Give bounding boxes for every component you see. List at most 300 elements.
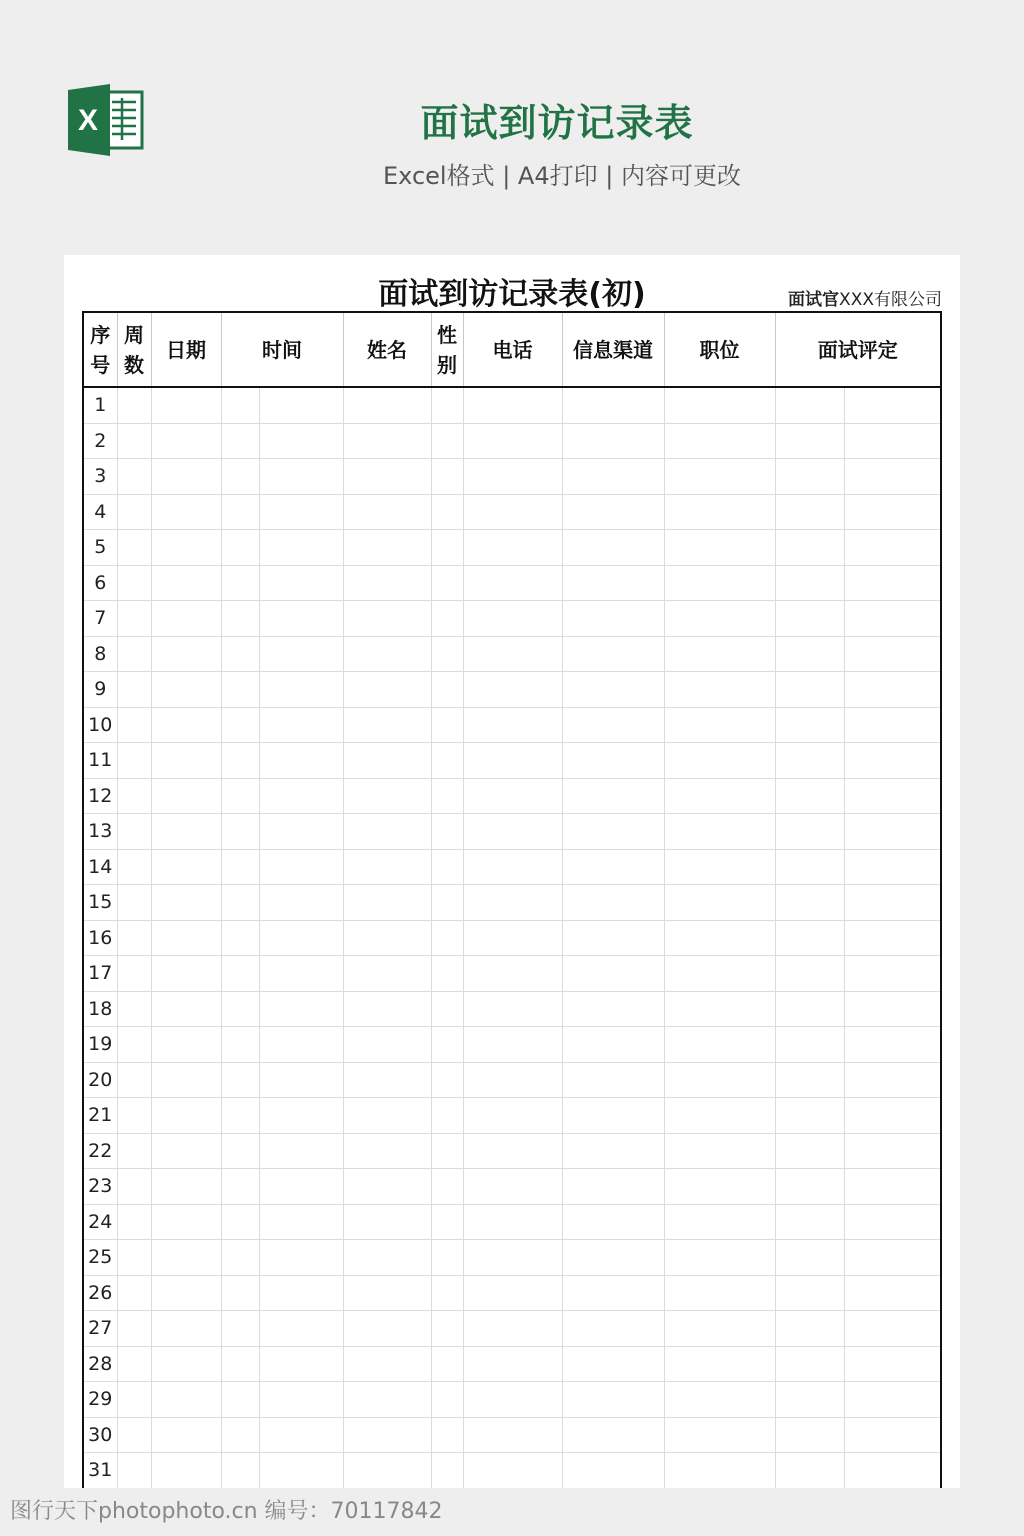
table-cell[interactable] [117,1098,151,1134]
table-cell[interactable] [259,1098,343,1134]
table-cell[interactable] [463,459,562,495]
table-cell[interactable] [259,956,343,992]
table-cell[interactable] [151,565,221,601]
table-cell[interactable] [259,494,343,530]
row-number-cell[interactable]: 19 [83,1027,117,1063]
table-cell[interactable] [664,920,775,956]
table-cell[interactable] [151,1098,221,1134]
table-cell[interactable] [259,743,343,779]
table-cell[interactable] [844,885,941,921]
table-cell[interactable] [775,494,844,530]
table-cell[interactable] [664,707,775,743]
table-cell[interactable] [221,1062,259,1098]
table-cell[interactable] [844,1204,941,1240]
table-cell[interactable] [844,707,941,743]
table-cell[interactable] [117,920,151,956]
table-cell[interactable] [221,1204,259,1240]
table-cell[interactable] [259,672,343,708]
table-cell[interactable] [259,601,343,637]
table-cell[interactable] [117,494,151,530]
table-cell[interactable] [844,920,941,956]
table-cell[interactable] [117,1169,151,1205]
table-cell[interactable] [151,743,221,779]
table-cell[interactable] [151,1382,221,1418]
table-cell[interactable] [221,387,259,423]
row-number-cell[interactable]: 12 [83,778,117,814]
table-cell[interactable] [463,1346,562,1382]
table-cell[interactable] [431,1169,463,1205]
table-cell[interactable] [775,672,844,708]
table-cell[interactable] [463,1275,562,1311]
table-cell[interactable] [562,1169,664,1205]
table-cell[interactable] [844,1311,941,1347]
table-cell[interactable] [259,1382,343,1418]
row-number-cell[interactable]: 31 [83,1453,117,1489]
table-cell[interactable] [431,814,463,850]
row-number-cell[interactable]: 21 [83,1098,117,1134]
table-cell[interactable] [221,1382,259,1418]
row-number-cell[interactable]: 8 [83,636,117,672]
table-cell[interactable] [775,1169,844,1205]
table-cell[interactable] [343,814,431,850]
table-cell[interactable] [117,956,151,992]
table-cell[interactable] [775,849,844,885]
table-cell[interactable] [775,1382,844,1418]
table-cell[interactable] [664,1453,775,1489]
table-cell[interactable] [664,849,775,885]
table-cell[interactable] [151,814,221,850]
table-cell[interactable] [259,1311,343,1347]
table-cell[interactable] [463,991,562,1027]
row-number-cell[interactable]: 4 [83,494,117,530]
table-cell[interactable] [562,601,664,637]
table-cell[interactable] [343,778,431,814]
table-cell[interactable] [431,1346,463,1382]
table-cell[interactable] [463,1098,562,1134]
table-cell[interactable] [259,1417,343,1453]
table-cell[interactable] [664,387,775,423]
table-cell[interactable] [562,672,664,708]
table-cell[interactable] [775,601,844,637]
row-number-cell[interactable]: 18 [83,991,117,1027]
table-cell[interactable] [844,1453,941,1489]
table-cell[interactable] [562,1275,664,1311]
table-cell[interactable] [343,1240,431,1276]
table-cell[interactable] [117,423,151,459]
table-cell[interactable] [221,459,259,495]
table-cell[interactable] [844,565,941,601]
table-cell[interactable] [221,814,259,850]
table-cell[interactable] [343,1204,431,1240]
table-cell[interactable] [775,1240,844,1276]
row-number-cell[interactable]: 22 [83,1133,117,1169]
row-number-cell[interactable]: 30 [83,1417,117,1453]
table-cell[interactable] [562,1240,664,1276]
table-cell[interactable] [664,1311,775,1347]
table-cell[interactable] [431,459,463,495]
table-cell[interactable] [343,1133,431,1169]
table-cell[interactable] [431,672,463,708]
table-cell[interactable] [664,814,775,850]
table-cell[interactable] [259,1275,343,1311]
table-cell[interactable] [664,1027,775,1063]
table-cell[interactable] [221,707,259,743]
table-cell[interactable] [775,1133,844,1169]
table-cell[interactable] [844,459,941,495]
table-cell[interactable] [117,991,151,1027]
row-number-cell[interactable]: 28 [83,1346,117,1382]
table-cell[interactable] [431,1453,463,1489]
table-cell[interactable] [431,1062,463,1098]
table-cell[interactable] [343,956,431,992]
table-cell[interactable] [431,565,463,601]
table-cell[interactable] [463,778,562,814]
table-cell[interactable] [775,1062,844,1098]
row-number-cell[interactable]: 16 [83,920,117,956]
table-cell[interactable] [463,707,562,743]
table-cell[interactable] [463,920,562,956]
table-cell[interactable] [259,814,343,850]
table-cell[interactable] [151,1275,221,1311]
table-cell[interactable] [117,1382,151,1418]
row-number-cell[interactable]: 29 [83,1382,117,1418]
table-cell[interactable] [775,1275,844,1311]
table-cell[interactable] [259,1169,343,1205]
table-cell[interactable] [664,494,775,530]
table-cell[interactable] [259,636,343,672]
table-cell[interactable] [259,565,343,601]
table-cell[interactable] [343,459,431,495]
table-cell[interactable] [844,494,941,530]
table-cell[interactable] [117,778,151,814]
table-cell[interactable] [562,530,664,566]
table-cell[interactable] [431,956,463,992]
table-cell[interactable] [151,1169,221,1205]
table-cell[interactable] [221,1453,259,1489]
table-cell[interactable] [117,885,151,921]
table-cell[interactable] [117,1346,151,1382]
table-cell[interactable] [562,387,664,423]
table-cell[interactable] [664,778,775,814]
table-cell[interactable] [221,636,259,672]
table-cell[interactable] [463,885,562,921]
table-cell[interactable] [431,601,463,637]
table-cell[interactable] [463,1417,562,1453]
table-cell[interactable] [844,601,941,637]
table-cell[interactable] [259,991,343,1027]
table-cell[interactable] [221,1133,259,1169]
table-cell[interactable] [463,956,562,992]
table-cell[interactable] [775,814,844,850]
table-cell[interactable] [431,1311,463,1347]
table-cell[interactable] [775,387,844,423]
table-cell[interactable] [431,1204,463,1240]
table-cell[interactable] [117,672,151,708]
table-cell[interactable] [664,1382,775,1418]
table-cell[interactable] [151,672,221,708]
table-cell[interactable] [431,849,463,885]
table-cell[interactable] [844,1346,941,1382]
table-cell[interactable] [221,1311,259,1347]
table-cell[interactable] [431,1275,463,1311]
table-cell[interactable] [431,1417,463,1453]
table-cell[interactable] [221,885,259,921]
table-cell[interactable] [343,1382,431,1418]
table-cell[interactable] [562,991,664,1027]
row-number-cell[interactable]: 10 [83,707,117,743]
table-cell[interactable] [343,1346,431,1382]
table-cell[interactable] [844,1169,941,1205]
table-cell[interactable] [117,1311,151,1347]
table-cell[interactable] [151,991,221,1027]
table-cell[interactable] [562,565,664,601]
table-cell[interactable] [221,743,259,779]
row-number-cell[interactable]: 27 [83,1311,117,1347]
table-cell[interactable] [221,423,259,459]
table-cell[interactable] [664,1169,775,1205]
table-cell[interactable] [431,1382,463,1418]
table-cell[interactable] [775,423,844,459]
table-cell[interactable] [431,423,463,459]
table-cell[interactable] [463,849,562,885]
row-number-cell[interactable]: 23 [83,1169,117,1205]
table-cell[interactable] [151,601,221,637]
table-cell[interactable] [343,565,431,601]
table-cell[interactable] [151,1453,221,1489]
table-cell[interactable] [343,601,431,637]
table-cell[interactable] [259,423,343,459]
table-cell[interactable] [664,1098,775,1134]
table-cell[interactable] [151,387,221,423]
table-cell[interactable] [431,778,463,814]
table-cell[interactable] [463,530,562,566]
table-cell[interactable] [151,1417,221,1453]
table-cell[interactable] [463,601,562,637]
table-cell[interactable] [151,920,221,956]
table-cell[interactable] [664,1240,775,1276]
table-cell[interactable] [562,1346,664,1382]
row-number-cell[interactable]: 6 [83,565,117,601]
table-cell[interactable] [664,1204,775,1240]
table-cell[interactable] [343,920,431,956]
row-number-cell[interactable]: 20 [83,1062,117,1098]
table-cell[interactable] [431,1098,463,1134]
table-cell[interactable] [343,1275,431,1311]
table-cell[interactable] [431,1133,463,1169]
table-cell[interactable] [463,423,562,459]
table-cell[interactable] [431,707,463,743]
table-cell[interactable] [562,956,664,992]
table-cell[interactable] [259,530,343,566]
table-cell[interactable] [562,1453,664,1489]
table-cell[interactable] [117,849,151,885]
table-cell[interactable] [117,1453,151,1489]
table-cell[interactable] [151,494,221,530]
table-cell[interactable] [431,387,463,423]
table-cell[interactable] [221,849,259,885]
table-cell[interactable] [259,387,343,423]
table-cell[interactable] [775,636,844,672]
table-cell[interactable] [664,1417,775,1453]
table-cell[interactable] [151,1240,221,1276]
table-cell[interactable] [259,1453,343,1489]
table-cell[interactable] [463,636,562,672]
table-cell[interactable] [562,849,664,885]
table-cell[interactable] [562,1133,664,1169]
table-cell[interactable] [562,636,664,672]
row-number-cell[interactable]: 3 [83,459,117,495]
table-cell[interactable] [117,459,151,495]
row-number-cell[interactable]: 1 [83,387,117,423]
table-cell[interactable] [664,636,775,672]
table-cell[interactable] [775,1027,844,1063]
row-number-cell[interactable]: 17 [83,956,117,992]
table-cell[interactable] [562,1382,664,1418]
table-cell[interactable] [664,1062,775,1098]
table-cell[interactable] [844,1275,941,1311]
table-cell[interactable] [463,672,562,708]
table-cell[interactable] [221,530,259,566]
table-cell[interactable] [221,1169,259,1205]
table-cell[interactable] [343,1453,431,1489]
table-cell[interactable] [562,1098,664,1134]
table-cell[interactable] [343,494,431,530]
table-cell[interactable] [431,494,463,530]
table-cell[interactable] [775,1098,844,1134]
table-cell[interactable] [117,1417,151,1453]
table-cell[interactable] [117,387,151,423]
table-cell[interactable] [562,743,664,779]
table-cell[interactable] [562,1204,664,1240]
table-cell[interactable] [775,1204,844,1240]
table-cell[interactable] [259,1240,343,1276]
table-cell[interactable] [343,1098,431,1134]
table-cell[interactable] [844,991,941,1027]
table-cell[interactable] [844,743,941,779]
table-cell[interactable] [463,1311,562,1347]
table-cell[interactable] [844,672,941,708]
table-cell[interactable] [844,849,941,885]
table-cell[interactable] [844,423,941,459]
table-cell[interactable] [343,743,431,779]
table-cell[interactable] [343,530,431,566]
table-cell[interactable] [844,1382,941,1418]
table-cell[interactable] [664,743,775,779]
table-cell[interactable] [775,920,844,956]
table-cell[interactable] [844,530,941,566]
table-cell[interactable] [562,707,664,743]
row-number-cell[interactable]: 7 [83,601,117,637]
table-cell[interactable] [259,849,343,885]
table-cell[interactable] [117,743,151,779]
table-cell[interactable] [664,459,775,495]
row-number-cell[interactable]: 25 [83,1240,117,1276]
row-number-cell[interactable]: 26 [83,1275,117,1311]
table-cell[interactable] [463,1062,562,1098]
table-cell[interactable] [343,1027,431,1063]
table-cell[interactable] [221,1275,259,1311]
table-cell[interactable] [259,1346,343,1382]
table-cell[interactable] [151,778,221,814]
table-cell[interactable] [259,885,343,921]
table-cell[interactable] [343,423,431,459]
table-cell[interactable] [664,423,775,459]
table-cell[interactable] [664,530,775,566]
row-number-cell[interactable]: 9 [83,672,117,708]
table-cell[interactable] [259,1062,343,1098]
table-cell[interactable] [562,1311,664,1347]
table-cell[interactable] [431,636,463,672]
table-cell[interactable] [117,636,151,672]
row-number-cell[interactable]: 15 [83,885,117,921]
table-cell[interactable] [463,1453,562,1489]
table-cell[interactable] [431,1240,463,1276]
table-cell[interactable] [431,743,463,779]
table-cell[interactable] [775,1311,844,1347]
table-cell[interactable] [664,672,775,708]
table-cell[interactable] [221,920,259,956]
row-number-cell[interactable]: 11 [83,743,117,779]
table-cell[interactable] [117,565,151,601]
table-cell[interactable] [117,601,151,637]
table-cell[interactable] [844,778,941,814]
table-cell[interactable] [117,814,151,850]
table-cell[interactable] [117,530,151,566]
row-number-cell[interactable]: 2 [83,423,117,459]
table-cell[interactable] [151,636,221,672]
table-cell[interactable] [463,1382,562,1418]
table-cell[interactable] [775,743,844,779]
table-cell[interactable] [151,1062,221,1098]
table-cell[interactable] [664,565,775,601]
table-cell[interactable] [463,565,562,601]
table-cell[interactable] [221,1027,259,1063]
table-cell[interactable] [151,849,221,885]
table-cell[interactable] [151,1204,221,1240]
table-cell[interactable] [463,1133,562,1169]
table-cell[interactable] [775,778,844,814]
table-cell[interactable] [151,956,221,992]
table-cell[interactable] [151,1311,221,1347]
table-cell[interactable] [259,459,343,495]
table-cell[interactable] [431,885,463,921]
table-cell[interactable] [151,423,221,459]
table-cell[interactable] [151,1346,221,1382]
table-cell[interactable] [562,885,664,921]
table-cell[interactable] [221,778,259,814]
table-cell[interactable] [664,885,775,921]
table-cell[interactable] [431,991,463,1027]
table-cell[interactable] [221,672,259,708]
table-cell[interactable] [562,778,664,814]
table-cell[interactable] [343,387,431,423]
table-cell[interactable] [775,1346,844,1382]
table-cell[interactable] [117,1204,151,1240]
table-cell[interactable] [151,885,221,921]
table-cell[interactable] [844,1133,941,1169]
table-cell[interactable] [259,1204,343,1240]
table-cell[interactable] [775,956,844,992]
table-cell[interactable] [775,565,844,601]
table-cell[interactable] [117,1027,151,1063]
table-cell[interactable] [562,814,664,850]
table-cell[interactable] [343,885,431,921]
table-cell[interactable] [463,1204,562,1240]
table-cell[interactable] [259,920,343,956]
table-cell[interactable] [844,1098,941,1134]
table-cell[interactable] [844,956,941,992]
table-cell[interactable] [562,423,664,459]
